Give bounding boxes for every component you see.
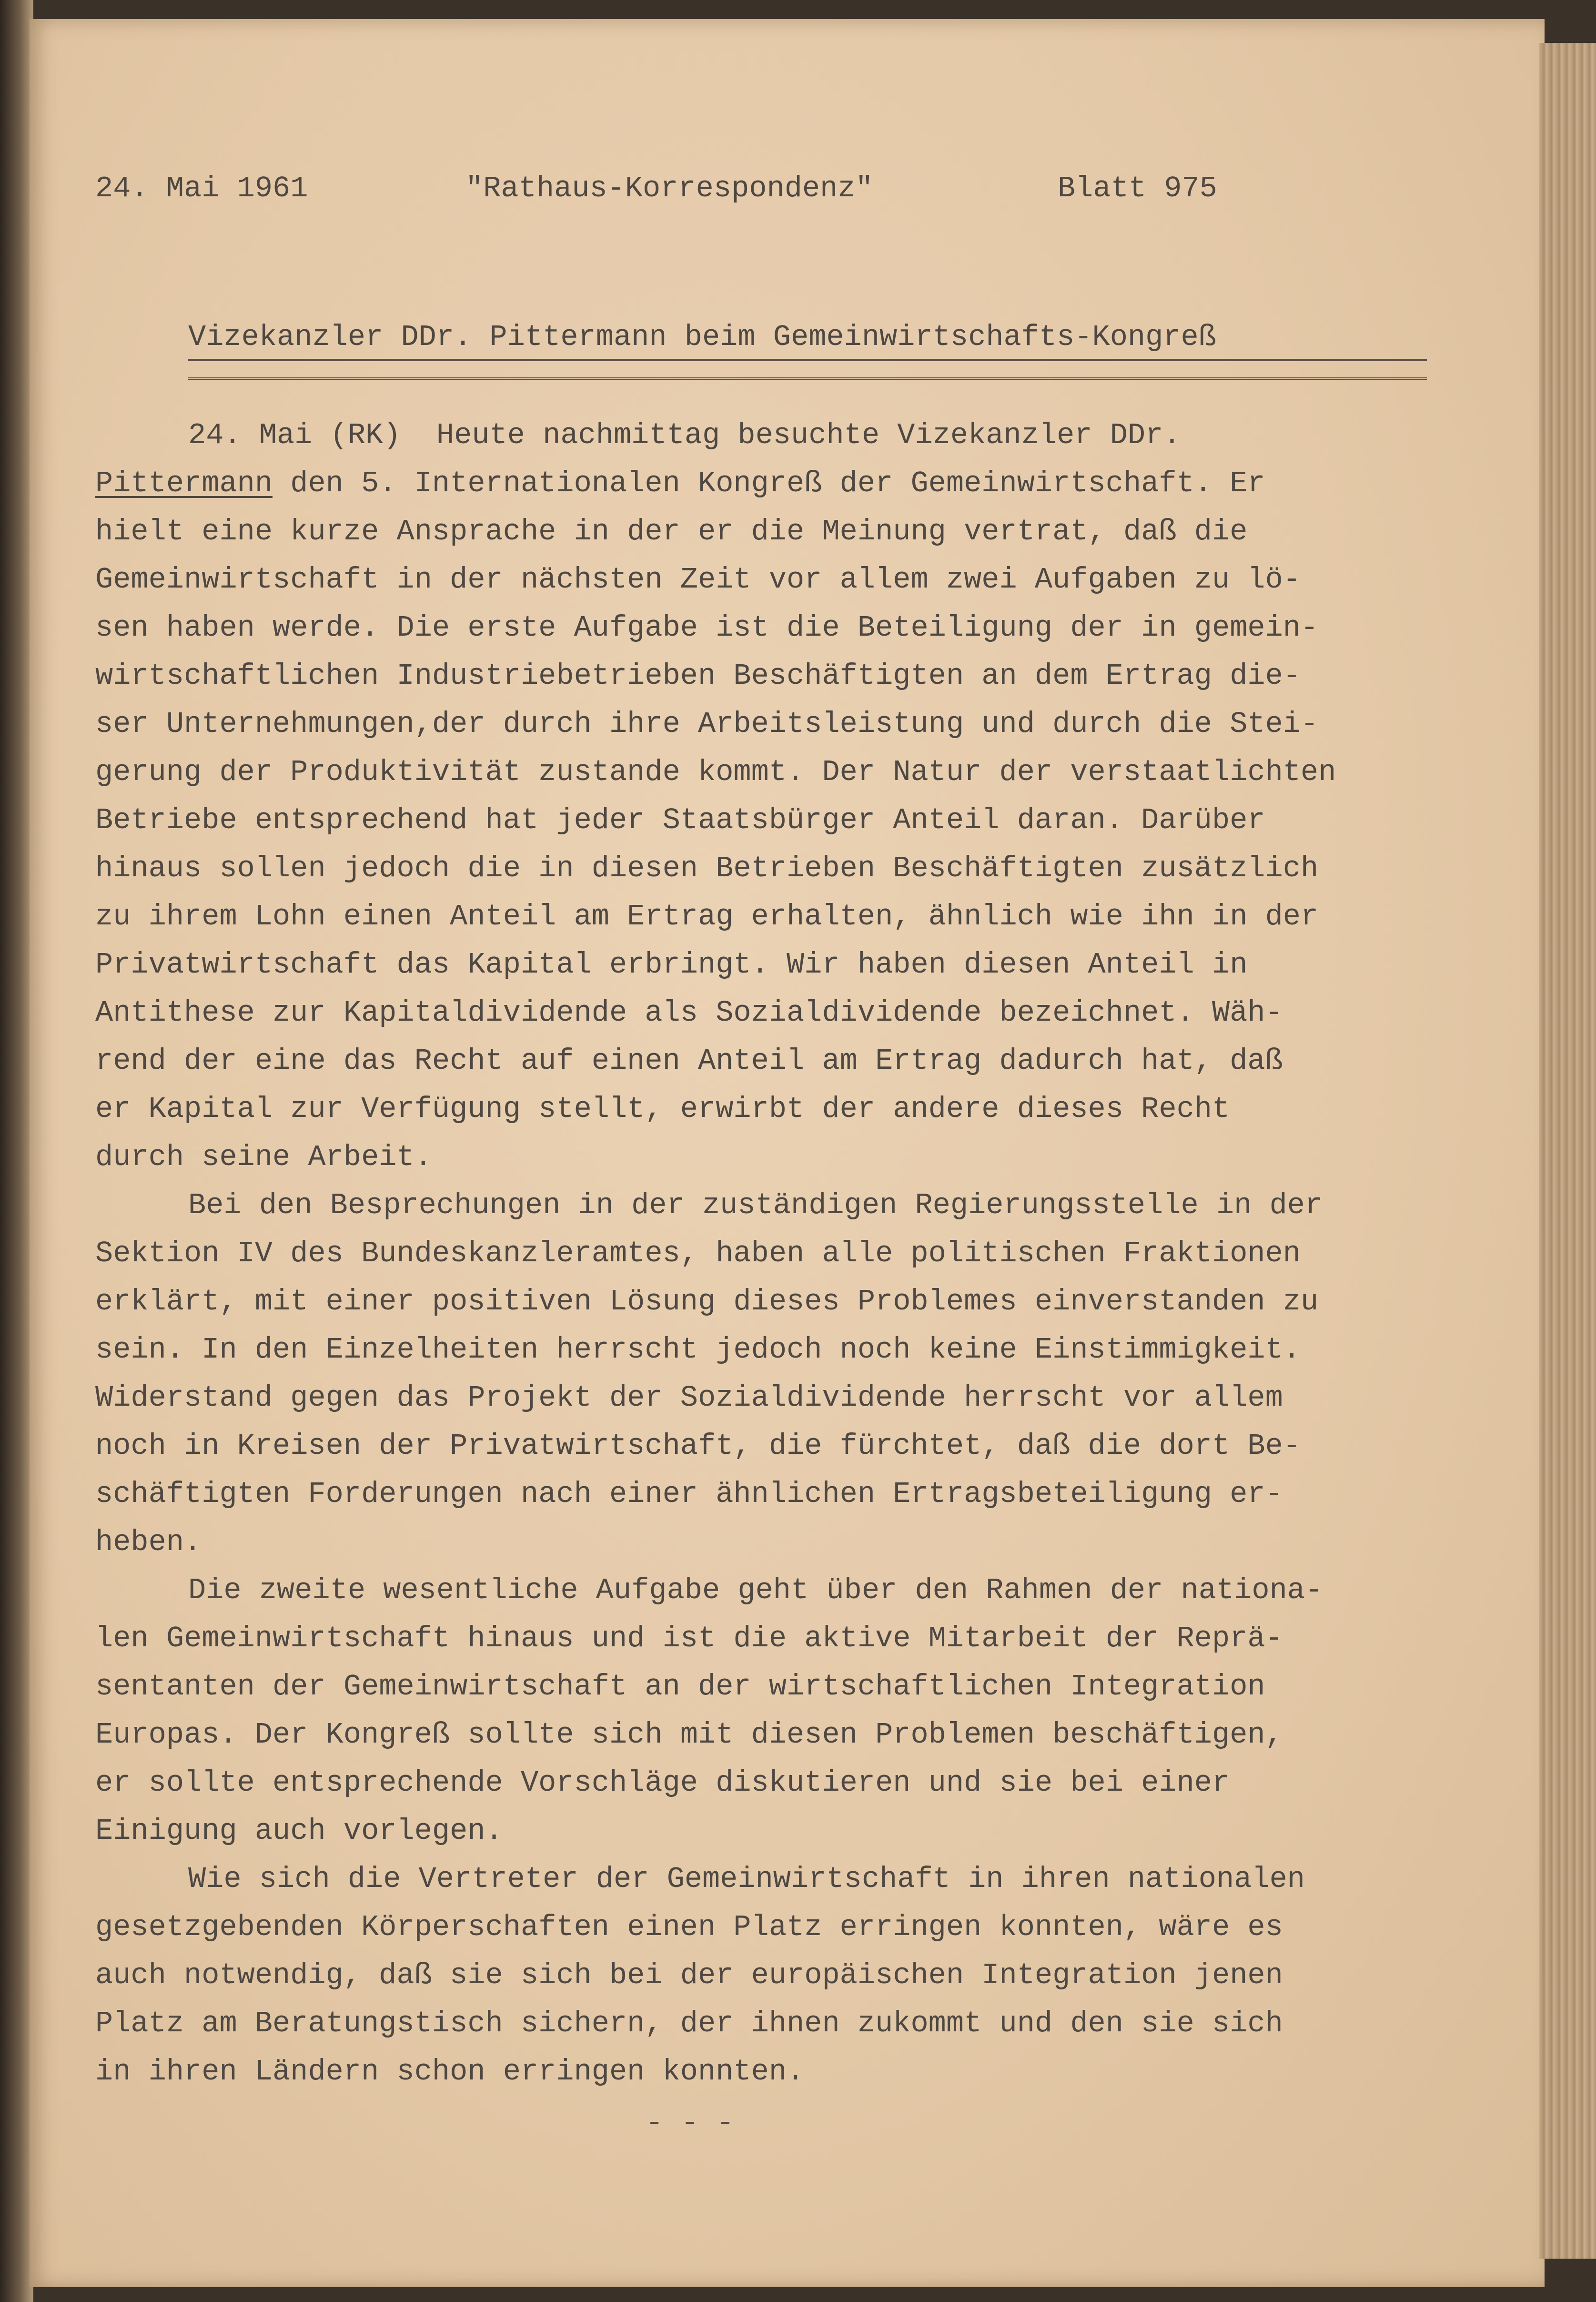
text-line: Einigung auch vorlegen. <box>95 1814 503 1848</box>
text-line: erklärt, mit einer positiven Lösung dieses Problemes einverstanden zu <box>95 1285 1319 1318</box>
text-line: noch in Kreisen der Privatwirtschaft, die fürchtet, daß die dort Be- <box>95 1429 1301 1463</box>
text-line: wirtschaftlichen Industriebetrieben Beschäftigten an dem Ertrag die- <box>95 659 1301 693</box>
text-line: Platz am Beratungstisch sichern, der ihnen zukommt und den sie sich <box>95 2007 1283 2040</box>
text-line: Sektion IV des Bundeskanzleramtes, haben alle politischen Fraktionen <box>95 1237 1301 1270</box>
text-line: sen haben werde. Die erste Aufgabe ist die Beteiligung der in gemein- <box>95 611 1319 645</box>
header-sheet-number: Blatt 975 <box>1058 172 1217 205</box>
text-line: zu ihrem Lohn einen Anteil am Ertrag erhalten, ähnlich wie ihn in der <box>95 900 1319 933</box>
text-line: Betriebe entsprechend hat jeder Staatsbürger Anteil daran. Darüber <box>95 803 1265 837</box>
text-line: gerung der Produktivität zustande kommt. Der Natur der verstaatlichten <box>95 755 1336 789</box>
header-date: 24. Mai 1961 <box>95 172 308 205</box>
text-line: in ihren Ländern schon erringen konnten. <box>95 2055 805 2089</box>
end-of-article-mark: - - - <box>646 2106 735 2140</box>
text-line: Widerstand gegen das Projekt der Sozialdividende herrscht vor allem <box>95 1381 1283 1415</box>
text-line: 24. Mai (RK) Heute nachmittag besuchte Vizekanzler DDr. <box>188 418 1181 452</box>
title-double-underline <box>188 359 1427 380</box>
page-header <box>95 164 1491 213</box>
text-line: ser Unternehmungen,der durch ihre Arbeitsleistung und durch die Stei- <box>95 707 1319 741</box>
text-line: len Gemeinwirtschaft hinaus und ist die aktive Mitarbeit der Reprä- <box>95 1622 1283 1655</box>
text-line: rend der eine das Recht auf einen Anteil am Ertrag dadurch hat, daß <box>95 1044 1283 1078</box>
text-line: er Kapital zur Verfügung stellt, erwirbt der andere dieses Recht <box>95 1092 1230 1126</box>
text-line: schäftigten Forderungen nach einer ähnlichen Ertragsbeteiligung er- <box>95 1477 1283 1511</box>
text-line: heben. <box>95 1525 202 1559</box>
text-line: Gemeinwirtschaft in der nächsten Zeit vor allem zwei Aufgaben zu lö- <box>95 563 1301 597</box>
text-line: auch notwendig, daß sie sich bei der europäischen Integration jenen <box>95 1958 1283 1992</box>
page-stack-edge <box>1539 43 1596 2259</box>
text-line: Bei den Besprechungen in der zuständigen Regierungsstelle in der <box>188 1188 1323 1222</box>
text-line: er sollte entsprechende Vorschläge diskutieren und sie bei einer <box>95 1766 1230 1800</box>
article-title: Vizekanzler DDr. Pittermann beim Gemeinwirtschafts-Kongreß <box>188 320 1216 354</box>
text-line: Wie sich die Vertreter der Gemeinwirtschaft in ihren nationalen <box>188 1862 1305 1896</box>
text-line: Antithese zur Kapitaldividende als Sozialdividende bezeichnet. Wäh- <box>95 996 1283 1030</box>
text-line: gesetzgebenden Körperschaften einen Platz erringen konnten, wäre es <box>95 1910 1283 1944</box>
underlined-name: Pittermann <box>95 466 273 500</box>
text-line: durch seine Arbeit. <box>95 1140 432 1174</box>
text-line: sein. In den Einzelheiten herrscht jedoch noch keine Einstimmigkeit. <box>95 1333 1301 1367</box>
text-line: Die zweite wesentliche Aufgabe geht über den Rahmen der nationa- <box>188 1573 1323 1607</box>
facing-page-edge <box>0 0 33 2302</box>
text-fragment: den 5. Internationalen Kongreß der Gemeinwirtschaft. Er <box>273 466 1265 500</box>
text-line: hinaus sollen jedoch die in diesen Betrieben Beschäftigten zusätzlich <box>95 852 1319 885</box>
text-line: hielt eine kurze Ansprache in der er die Meinung vertrat, daß die <box>95 515 1248 548</box>
header-publication: "Rathaus-Korrespondenz" <box>465 172 873 205</box>
text-line <box>95 459 1491 507</box>
text-line: sentanten der Gemeinwirtschaft an der wirtschaftlichen Integration <box>95 1670 1265 1704</box>
article-body <box>95 411 1491 2096</box>
text-line: Privatwirtschaft das Kapital erbringt. Wir haben diesen Anteil in <box>95 948 1248 982</box>
text-line: Europas. Der Kongreß sollte sich mit diesen Problemen beschäftigen, <box>95 1718 1283 1752</box>
